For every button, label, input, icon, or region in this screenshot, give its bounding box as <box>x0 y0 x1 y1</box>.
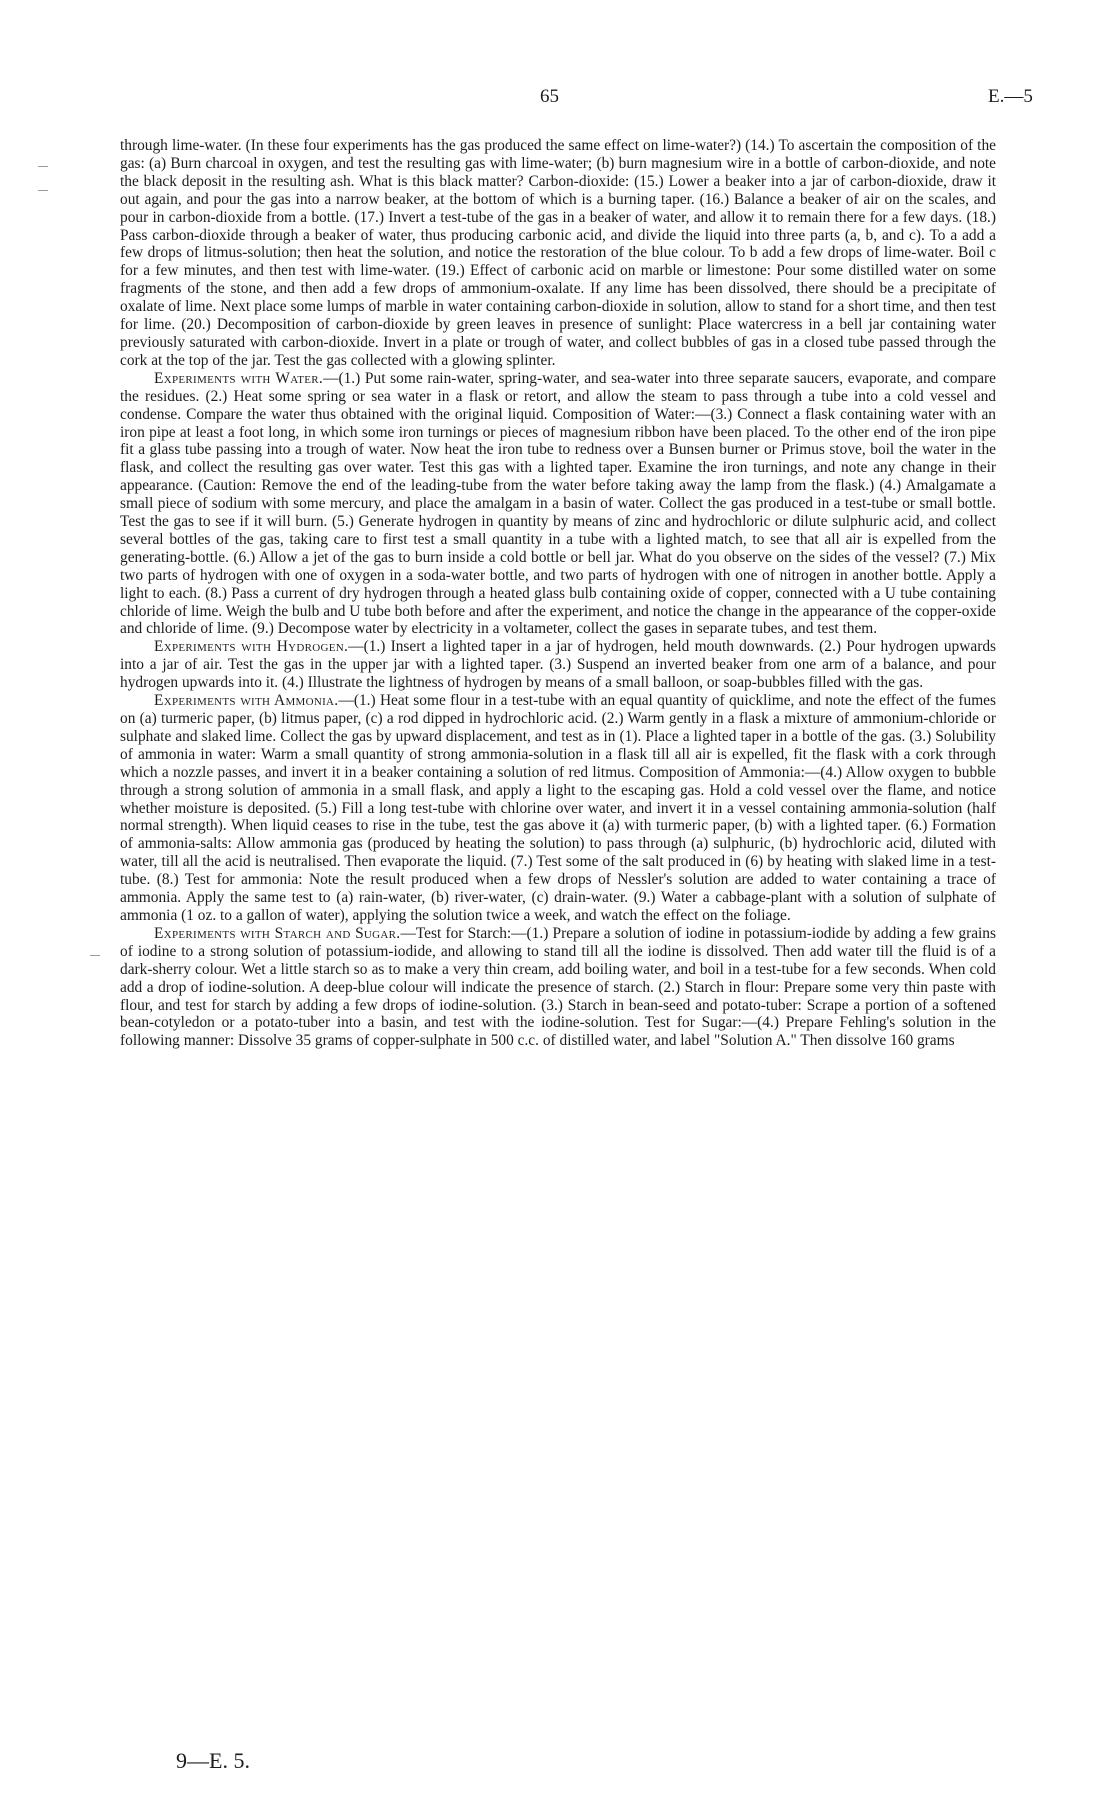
paragraph-experiments-with-starch-and-sugar <box>120 925 996 1050</box>
paragraph-experiments-with-hydrogen <box>120 638 996 692</box>
paragraph-experiments-with-water <box>120 370 996 639</box>
margin-mark <box>38 166 48 167</box>
paragraph-experiments-with-ammonia <box>120 692 996 925</box>
signature-mark: 9—E. 5. <box>176 1748 250 1773</box>
section-heading: Experiments with Starch and Sugar. <box>154 924 401 942</box>
section-text: —(1.) Put some rain-water, spring-water, and sea-water into three separate saucers, evaporate, and compare the residues. (2.) Heat some spring or sea water in a flask or retort, and allow the steam to pass through a tube into a cold vessel and condense. Compare the water thus obtained with the original liquid. Composition of Water:—(3.) Connect a flask containing water with an iron pipe at least a foot long, in which some iron turnings or pieces of magnesium ribbon have been placed. To the other end of the iron pipe fit a glass tube passing into a trough of water. Now heat the iron tube to redness over a Bunsen burner or Primus stove, boil the water in the flask, and collect the resulting gas over water. Test this gas with a lighted taper. Examine the iron turnings, and note any change in their appearance. (Caution: Remove the end of the leading-tube from the water before taking away the lamp from the flask.) (4.) Amalgamate a small piece of sodium with some mercury, and place the amalgam in a basin of water. Collect the gas produced in a test-tube or small bottle. Test the gas to see if it will burn. (5.) Generate hydrogen in quantity by means of zinc and hydrochloric or dilute sulphuric acid, and collect several bottles of the gas, taking care to first test a small quantity in a tube with a lighted match, to see that all air is expelled from the generating-bottle. (6.) Allow a jet of the gas to burn inside a cold bottle or bell jar. What do you observe on the sides of the vessel? (7.) Mix two parts of hydrogen with one of oxygen in a soda-water bottle, and two parts of hydrogen with one of nitrogen in another bottle. Apply a light to each. (8.) Pass a current of dry hydrogen through a heated glass bulb containing oxide of copper, connected with a U tube containing chloride of lime. Weigh the bulb and U tube both before and after the experiment, and notice the change in the appearance of the copper-oxide and chloride of lime. (9.) Decompose water by electricity in a voltameter, collect the gases in separate tubes, and test them. <box>120 369 997 638</box>
section-text: —Test for Starch:—(1.) Prepare a solution of iodine in potassium-iodide by adding a few grains of iodine to a strong solution of potassium-iodide, and allowing to stand till all the iodine is dissolved. Then add water till the fluid is of a dark-sherry colour. Wet a little starch so as to make a very thin cream, add boiling water, and boil in a test-tube for a few seconds. When cold add a drop of iodine-solution. A deep-blue colour will indicate the presence of starch. (2.) Starch in flour: Prepare some very thin paste with flour, and test for starch by adding a few drops of iodine-solution. (3.) Starch in bean-seed and potato-tuber: Scrape a portion of a softened bean-cotyledon or a potato-tuber into a basin, and test with the iodine-solution. Test for Sugar:—(4.) Prepare Fehling's solution in the following manner: Dissolve 35 grams of copper-sulphate in 500 c.c. of distilled water, and label "Solution A." Then dissolve 160 grams <box>120 924 996 1050</box>
section-heading: Experiments with Water. <box>154 369 324 387</box>
section-text: —(1.) Heat some flour in a test-tube with an equal quantity of quicklime, and note the effect of the fumes on (a) turmeric paper, (b) litmus paper, (c) a rod dipped in hydrochloric acid. (2.) Warm gently in a flask a mixture of ammonium-chloride or sulphate and slaked lime. Collect the gas by upward displacement, and test as in (1). Place a lighted taper in a bottle of the gas. (3.) Solubility of ammonia in water: Warm a small quantity of strong ammonia-solution in a flask till all air is expelled, fit the flask with a cork through which a nozzle passes, and invert it in a beaker containing a solution of red litmus. Composition of Ammonia:—(4.) Allow oxygen to bubble through a strong solution of ammonia in a small flask, and apply a light to the escaping gas. Hold a cold vessel over the flame, and notice whether moisture is deposited. (5.) Fill a long test-tube with chlorine over water, and invert it in a vessel containing ammonia-solution (half normal strength). When liquid ceases to rise in the tube, test the gas above it (a) with turmeric paper, (b) with a lighted taper. (6.) Formation of ammonia-salts: Allow ammonia gas (produced by heating the solution) to pass through (a) sulphuric, (b) hydrochloric acid, diluted with water, till all the acid is neutralised. Then evaporate the liquid. (7.) Test some of the salt produced in (6) by heating with slaked lime in a test-tube. (8.) Test for ammonia: Note the result produced when a few drops of Nessler's solution are added to water containing a trace of ammonia. Apply the same test to (a) rain-water, (b) river-water, (c) drain-water. (9.) Water a cabbage-plant with a solution of sulphate of ammonia (1 oz. to a gallon of water), applying the solution twice a week, and watch the effect on the foliage. <box>120 692 996 924</box>
margin-mark <box>90 955 100 956</box>
page-body <box>120 137 996 1050</box>
document-reference: E.—5 <box>988 86 1033 107</box>
page-number: 65 <box>540 86 559 107</box>
section-heading: Experiments with Ammonia. <box>154 692 339 710</box>
paragraph-carbon-dioxide-continued: through lime-water. (In these four experiments has the gas produced the same effect on lime-water?) (14.) To ascertain the composition of the gas: (a) Burn charcoal in oxygen, and test the resulting gas with lime-water; (b) burn magnesium wire in a bottle of carbon-dioxide, and note the black deposit in the resulting ash. What is this black matter? Carbon-dioxide: (15.) Lower a beaker into a jar of carbon-dioxide, draw it out again, and pour the gas into a narrow beaker, at the bottom of which is a burning taper. (16.) Balance a beaker of air on the scales, and pour in carbon-dioxide from a bottle. (17.) Invert a test-tube of the gas in a beaker of water, and allow it to remain there for a few days. (18.) Pass carbon-dioxide through a beaker of water, thus producing carbonic acid, and divide the liquid into three parts (a, b, and c). To a add a few drops of litmus-solution; then heat the solution, and notice the restoration of the blue colour. To b add a few drops of lime-water. Boil c for a few minutes, and then test with lime-water. (19.) Effect of carbonic acid on marble or limestone: Pour some distilled water on some fragments of the stone, and then add a few drops of ammonium-oxalate. If any lime has been dissolved, there should be a precipitate of oxalate of lime. Next place some lumps of marble in water containing carbon-dioxide in solution, allow to stand for a short time, and then test for lime. (20.) Decomposition of carbon-dioxide by green leaves in presence of sunlight: Place watercress in a bell jar containing water previously saturated with carbon-dioxide. Invert in a plate or trough of water, and collect bubbles of gas in a closed tube passed through the cork at the top of the jar. Test the gas collected with a glowing splinter. <box>120 137 996 369</box>
section-text: —(1.) Insert a lighted taper in a jar of hydrogen, held mouth downwards. (2.) Pour hydrogen upwards into a jar of air. Test the gas in the upper jar with a lighted taper. (3.) Suspend an inverted beaker from one arm of a balance, and pour hydrogen upwards into it. (4.) Illustrate the lightness of hydrogen by means of a small balloon, or soap-bubbles filled with the gas. <box>120 638 997 692</box>
section-heading: Experiments with Hydrogen. <box>154 638 349 656</box>
margin-mark <box>38 190 48 191</box>
